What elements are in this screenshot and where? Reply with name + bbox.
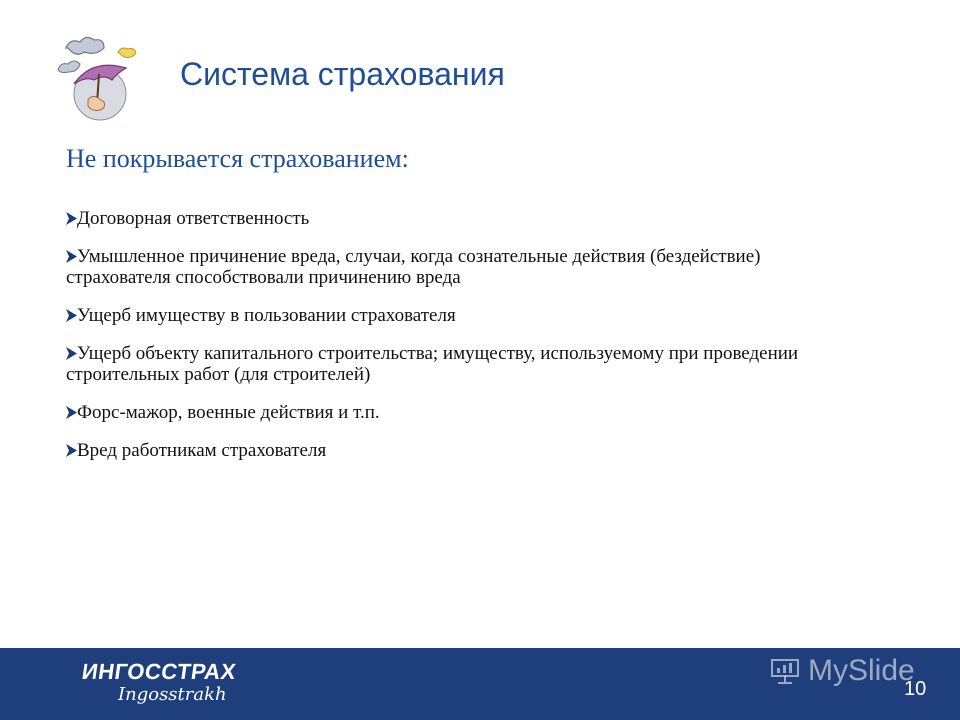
list-item: [66, 246, 836, 288]
bullet-text: Вред работникам страхователя: [77, 440, 327, 461]
arrow-bullet-icon: [66, 406, 77, 419]
arrow-bullet-icon: [66, 212, 77, 225]
umbrella-clouds-icon: [52, 30, 148, 122]
list-item: [66, 402, 836, 423]
brand-name: ИНГОССТРАХ: [80, 659, 238, 684]
bullet-text: Умышленное причинение вреда, случаи, когда сознательные действия (бездействие) страхователя способствовали причинению вреда: [66, 246, 761, 288]
brand-name-latin: Ingosstrakh: [118, 684, 227, 705]
watermark-text: MySlide: [808, 654, 915, 687]
bullet-list: [66, 208, 836, 478]
slide-subtitle: Не покрывается страхованием:: [66, 144, 409, 173]
slide-title: Система страхования: [180, 56, 505, 92]
watermark: [770, 654, 915, 688]
arrow-bullet-icon: [66, 347, 77, 360]
bullet-text: Договорная ответственность: [77, 208, 310, 229]
brand-logo: [82, 660, 236, 706]
list-item: [66, 305, 836, 326]
list-item: [66, 343, 836, 385]
bullet-text: Ущерб объекту капитального строительства; имуществу, используемому при проведении строительных работ (для строителей): [66, 343, 799, 385]
list-item: [66, 440, 836, 461]
bullet-text: Ущерб имуществу в пользовании страхователя: [77, 305, 456, 326]
page-number: 10: [904, 678, 927, 700]
arrow-bullet-icon: [66, 444, 77, 457]
arrow-bullet-icon: [66, 309, 77, 322]
arrow-bullet-icon: [66, 250, 77, 263]
list-item: [66, 208, 836, 229]
footer-bar: [0, 648, 960, 720]
presentation-icon: [770, 656, 800, 686]
bullet-text: Форс-мажор, военные действия и т.п.: [77, 402, 380, 423]
